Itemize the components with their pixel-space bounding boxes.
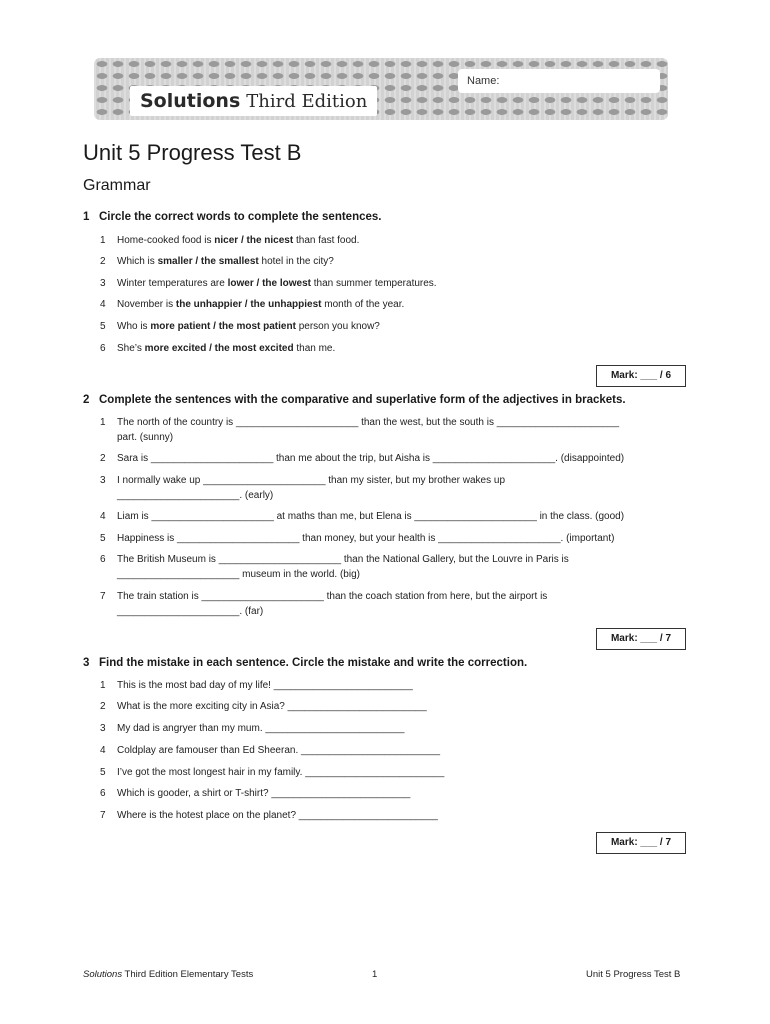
- item-text: The north of the country is ______________________ than the west, but the south is ______________________: [117, 417, 620, 428]
- name-label: Name:: [467, 75, 500, 87]
- q3-number: 3: [83, 657, 90, 669]
- item-text: than summer temperatures.: [310, 278, 437, 289]
- q3-item[interactable]: [100, 678, 680, 693]
- q1-item: [100, 297, 680, 312]
- item-text: November is: [117, 299, 176, 310]
- q1-instruction: [83, 211, 381, 223]
- choice-options[interactable]: smaller / the smallest: [157, 256, 259, 267]
- q1-item: [100, 233, 680, 248]
- item-number: 7: [100, 591, 106, 602]
- item-number: 5: [100, 533, 106, 544]
- item-text: Sara is ______________________ than me about the trip, but Aisha is ______________________. (disappointed): [117, 453, 625, 464]
- q2-item[interactable]: [100, 473, 680, 503]
- item-number: 4: [100, 299, 106, 310]
- q3-item[interactable]: [100, 743, 680, 758]
- q3-item[interactable]: [100, 721, 680, 736]
- name-field[interactable]: [458, 69, 660, 93]
- item-number: 4: [100, 745, 106, 756]
- q3-item[interactable]: [100, 786, 680, 801]
- choice-options[interactable]: lower / the lowest: [227, 278, 311, 289]
- q2-instruction: [83, 394, 626, 406]
- item-text: than fast food.: [293, 235, 360, 246]
- item-number: 1: [100, 235, 106, 246]
- choice-options[interactable]: more excited / the most excited: [144, 343, 294, 354]
- item-number: 5: [100, 767, 106, 778]
- item-text: hotel in the city?: [258, 256, 334, 267]
- item-number: 3: [100, 278, 106, 289]
- item-text: Liam is ______________________ at maths than me, but Elena is ______________________ in the class. (good): [117, 511, 625, 522]
- item-text-continued: ______________________. (early): [117, 490, 274, 501]
- footer-left: [83, 969, 253, 980]
- q2-instruction-text: Complete the sentences with the comparative and superlative form of the adjectives in brackets.: [99, 394, 626, 406]
- q1-mark-box[interactable]: Mark: ___ / 6: [596, 365, 686, 387]
- item-number: 6: [100, 554, 106, 565]
- section-heading: Grammar: [83, 177, 151, 194]
- item-number: 6: [100, 343, 106, 354]
- item-number: 6: [100, 788, 106, 799]
- item-text: Winter temperatures are: [117, 278, 228, 289]
- q3-item[interactable]: [100, 765, 680, 780]
- q2-item[interactable]: [100, 509, 680, 524]
- q1-item: [100, 341, 680, 356]
- q1-item: [100, 276, 680, 291]
- choice-options[interactable]: the unhappier / the unhappiest: [175, 299, 322, 310]
- item-text: person you know?: [295, 321, 380, 332]
- item-number: 3: [100, 475, 106, 486]
- q3-mark-box[interactable]: Mark: ___ / 7: [596, 832, 686, 854]
- item-number: 1: [100, 417, 106, 428]
- item-text: She’s: [117, 343, 145, 354]
- q2-item[interactable]: [100, 552, 680, 582]
- item-number: 3: [100, 723, 106, 734]
- item-text: than me.: [293, 343, 336, 354]
- item-text: Happiness is ______________________ than money, but your health is ______________________. (important): [117, 533, 615, 544]
- item-text: Home-cooked food is: [117, 235, 215, 246]
- footer-series: Third Edition Elementary Tests: [122, 969, 254, 980]
- page-title: Unit 5 Progress Test B: [83, 140, 302, 165]
- item-text: I normally wake up ______________________ than my sister, but my brother wakes up: [117, 475, 506, 486]
- solutions-logo: [130, 86, 377, 116]
- choice-options[interactable]: more patient / the most patient: [150, 321, 296, 332]
- item-text: month of the year.: [321, 299, 405, 310]
- item-text: Who is: [117, 321, 151, 332]
- q3-instruction: [83, 657, 527, 669]
- item-text: The British Museum is ______________________ than the National Gallery, but the Louvre in Paris is: [117, 554, 569, 565]
- q1-instruction-text: Circle the correct words to complete the sentences.: [99, 211, 382, 223]
- item-text: My dad is angryer than my mum. _________________________: [117, 723, 405, 734]
- item-number: 2: [100, 453, 106, 464]
- q3-item[interactable]: [100, 808, 680, 823]
- item-text: What is the more exciting city in Asia? _________________________: [117, 701, 427, 712]
- q3-item[interactable]: [100, 699, 680, 714]
- q2-item[interactable]: [100, 451, 680, 466]
- item-number: 5: [100, 321, 106, 332]
- item-text-continued: ______________________ museum in the world. (big): [117, 569, 360, 580]
- footer-right: Unit 5 Progress Test B: [586, 969, 681, 980]
- edition-label: Third Edition: [246, 90, 368, 112]
- item-text: Where is the hotest place on the planet? _________________________: [117, 810, 438, 821]
- q3-instruction-text: Find the mistake in each sentence. Circle the mistake and write the correction.: [99, 657, 528, 669]
- item-number: 2: [100, 256, 106, 267]
- item-text-continued: ______________________. (far): [117, 606, 264, 617]
- item-number: 1: [100, 680, 106, 691]
- q2-number: 2: [83, 394, 90, 406]
- q2-item[interactable]: [100, 589, 680, 619]
- item-text-continued: part. (sunny): [117, 432, 174, 443]
- item-text: Coldplay are famouser than Ed Sheeran. _________________________: [117, 745, 441, 756]
- footer-brand: Solutions: [83, 969, 123, 980]
- choice-options[interactable]: nicer / the nicest: [214, 235, 294, 246]
- item-text: This is the most bad day of my life! _________________________: [117, 680, 413, 691]
- q2-mark-box[interactable]: Mark: ___ / 7: [596, 628, 686, 650]
- item-number: 4: [100, 511, 106, 522]
- q1-item: [100, 254, 680, 269]
- brand-name: Solutions: [140, 90, 241, 112]
- item-text: Which is: [117, 256, 158, 267]
- item-text: Which is gooder, a shirt or T-shirt? _________________________: [117, 788, 411, 799]
- q1-number: 1: [83, 211, 90, 223]
- item-text: The train station is ______________________ than the coach station from here, but the airport is: [117, 591, 548, 602]
- q2-item[interactable]: [100, 531, 680, 546]
- page-number: 1: [372, 969, 378, 980]
- header-banner: [94, 58, 668, 120]
- item-number: 2: [100, 701, 106, 712]
- item-number: 7: [100, 810, 106, 821]
- item-text: I’ve got the most longest hair in my family. _________________________: [117, 767, 445, 778]
- q2-item[interactable]: [100, 415, 680, 445]
- q1-item: [100, 319, 680, 334]
